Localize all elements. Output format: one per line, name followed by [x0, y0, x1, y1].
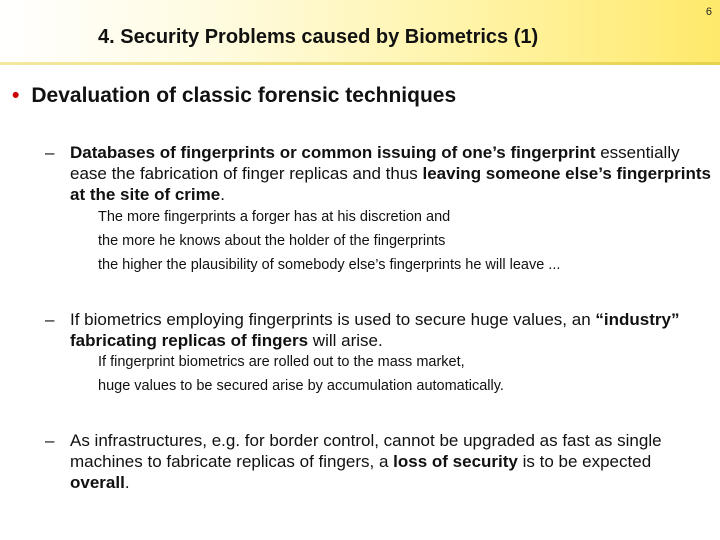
sub1-text: essentially ease the fabrication of finger replicas and thus [70, 143, 680, 183]
detail-line: huge values to be secured arise by accumulation automatically. [98, 378, 504, 394]
sub3-emphasis-1: loss of security [393, 452, 518, 471]
detail-line: the higher the plausibility of somebody else’s fingerprints he will leave ... [98, 257, 561, 273]
sub3-text-2: is to be expected [517, 452, 652, 471]
sub3-emphasis-2: overall [70, 473, 125, 492]
dash-icon: – [45, 143, 55, 162]
dash-icon: – [45, 310, 55, 329]
header-divider [0, 62, 720, 65]
detail-line: The more fingerprints a forger has at his discretion and [98, 209, 451, 225]
sub1-end: . [220, 185, 225, 204]
sub2-text: If biometrics employing fingerprints is used to secure huge values, an [70, 310, 596, 329]
sub2-end: will arise. [308, 331, 383, 350]
page-number: 6 [705, 6, 712, 18]
dash-icon: – [45, 431, 55, 450]
sub-bullet-industry [45, 309, 713, 351]
detail-line: the more he knows about the holder of the fingerprints [98, 233, 446, 249]
bullet-dot-icon: • [12, 84, 20, 107]
detail-line: If fingerprint biometrics are rolled out to the mass market, [98, 354, 465, 370]
slide-title: 4. Security Problems caused by Biometrics (1) [98, 26, 539, 48]
sub3-text: As infrastructures, e.g. for border control, cannot be upgraded as fast as single machines to fabricate replicas of fingers, a [70, 431, 662, 471]
sub-bullet-databases [45, 142, 713, 205]
detail-block-2 [98, 350, 708, 398]
detail-block-1 [98, 205, 708, 277]
sub2-emphasis: “industry” fabricating replicas of fingers [70, 310, 680, 350]
sub1-emphasis: leaving someone else’s fingerprints at the site of crime [70, 164, 711, 204]
sub-bullet-infrastructure [45, 430, 713, 493]
main-bullet-text: Devaluation of classic forensic techniques [31, 84, 457, 107]
main-bullet [12, 84, 456, 108]
sub1-lead: Databases of fingerprints or common issuing of one’s fingerprint [70, 143, 596, 162]
sub3-end: . [124, 473, 130, 492]
